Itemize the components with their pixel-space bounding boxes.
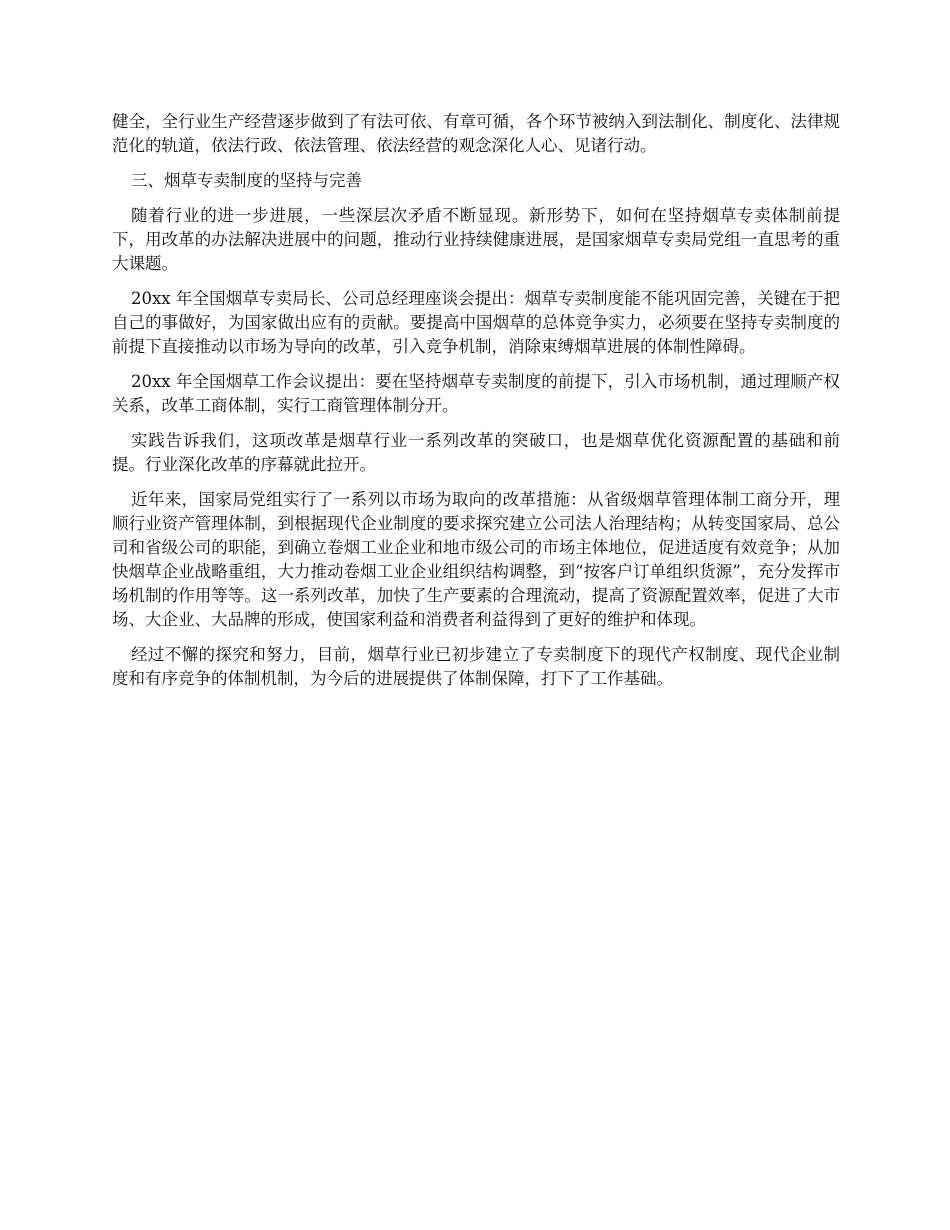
section-heading: 三、烟草专卖制度的坚持与完善 — [130, 171, 362, 190]
paragraph-2: 随着行业的进一步进展，一些深层次矛盾不断显现。新形势下，如何在坚持烟草专卖体制前提下，用改革的办法解决进展中的问题，推动行业持续健康进展，是国家烟草专卖局党组一直思考的重大课题。 — [112, 206, 840, 273]
paragraph-6: 近年来，国家局党组实行了一系列以市场为取向的改革措施：从省级烟草管理体制工商分开，理顺行业资产管理体制，到根据现代企业制度的要求探究建立公司法人治理结构；从转变国家局、总公司和省级公司的职能，到确立卷烟工业企业和地市级公司的市场主体地位，促进适度有效竞争；从加快烟草企业战略重组，大力推动卷烟工业企业组织结构调整，到“按客户订单组织货源”，充分发挥市场机制的作用等等。这一系列改革，加快了生产要素的合理流动，提高了资源配置效率，促进了大市场、大企业、大品牌的形成，使国家利益和消费者利益得到了更好的维护和体现。 — [112, 490, 840, 629]
paragraph-1: 健全，全行业生产经营逐步做到了有法可依、有章可循，各个环节被纳入到法制化、制度化、法律规范化的轨道，依法行政、依法管理、依法经营的观念深化人心、见诸行动。 — [112, 112, 840, 155]
paragraph-3: 20xx 年全国烟草专卖局长、公司总经理座谈会提出：烟草专卖制度能不能巩固完善，关键在于把自己的事做好，为国家做出应有的贡献。要提高中国烟草的总体竞争实力，必须要在坚持专卖制度的前提下直接推动以市场为导向的改革，引入竞争机制，消除束缚烟草进展的体制性障碍。 — [112, 289, 840, 356]
document-body — [112, 110, 840, 702]
paragraph-4: 20xx 年全国烟草工作会议提出：要在坚持烟草专卖制度的前提下，引入市场机制，通过理顺产权关系，改革工商体制，实行工商管理体制分开。 — [112, 372, 840, 415]
paragraph-7: 经过不懈的探究和努力，目前，烟草行业已初步建立了专卖制度下的现代产权制度、现代企业制度和有序竞争的体制机制，为今后的进展提供了体制保障，打下了工作基础。 — [112, 645, 840, 688]
paragraph-5: 实践告诉我们，这项改革是烟草行业一系列改革的突破口，也是烟草优化资源配置的基础和前提。行业深化改革的序幕就此拉开。 — [112, 431, 840, 474]
